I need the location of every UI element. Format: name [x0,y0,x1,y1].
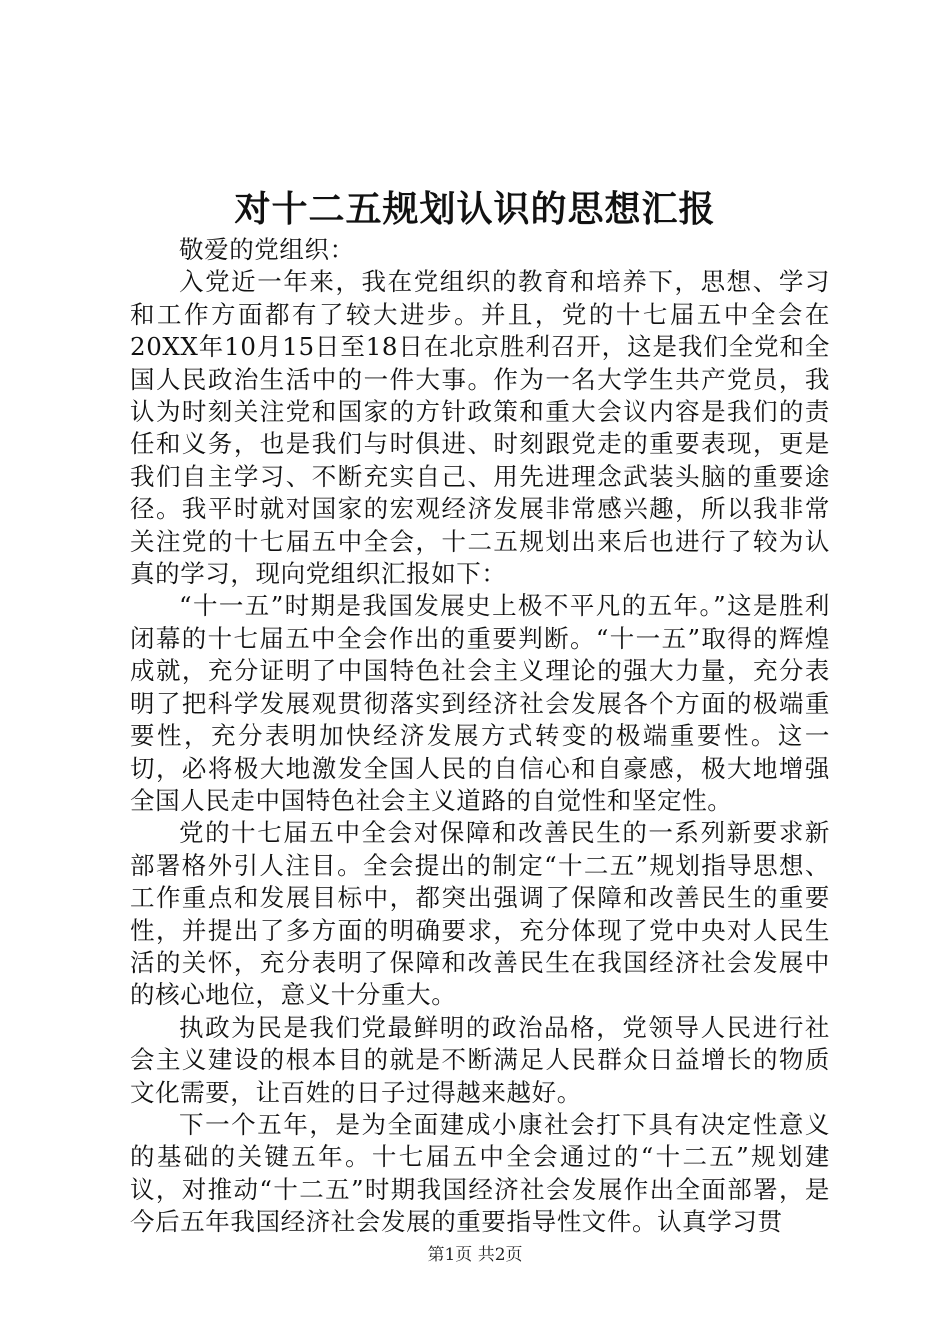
salutation-paragraph: 敬爱的党组织： [179,235,355,264]
body-paragraph: 执政为民是我们党最鲜明的政治品格，党领导人民进行社会主义建设的根本目的就是不断满足人民群众日益增长的物质文化需要，让百姓的日子过得越来越好。 [130,1012,830,1107]
body-paragraph: “十一五”时期是我国发展史上极不平凡的五年。”这是胜利闭幕的十七届五中全会作出的重要判断。“十一五”取得的辉煌成就，充分证明了中国特色社会主义理论的强大力量，充分表明了把科学发展观贯彻落实到经济社会发展各个方面的极端重要性，充分表明加快经济发展方式转变的极端重要性。这一切，必将极大地激发全国人民的自信心和自豪感，极大地增强全国人民走中国特色社会主义道路的自觉性和坚定性。 [130,591,830,815]
document-title: 对十二五规划认识的思想汇报 [234,188,716,230]
document-body [130,234,830,1239]
body-paragraph: 入党近一年来，我在党组织的教育和培养下，思想、学习和工作方面都有了较大进步。并且，党的十七届五中全会在20XX年10月15日至18日在北京胜利召开，这是我们全党和全国人民政治生活中的一件大事。作为一名大学生共产党员，我认为时刻关注党和国家的方针政策和重大会议内容是我们的责任和义务，也是我们与时俱进、时刻跟党走的重要表现，更是我们自主学习、不断充实自己、用先进理念武装头脑的重要途径。我平时就对国家的宏观经济发展非常感兴趣，所以我非常关注党的十七届五中全会，十二五规划出来后也进行了较为认真的学习，现向党组织汇报如下： [130,267,830,589]
page-number-footer: 第1页 共2页 [427,1245,523,1265]
body-paragraph: 党的十七届五中全会对保障和改善民生的一系列新要求新部署格外引人注目。全会提出的制定“十二五”规划指导思想、工作重点和发展目标中，都突出强调了保障和改善民生的重要性，并提出了多方面的明确要求，充分体现了党中央对人民生活的关怀，充分表明了保障和改善民生在我国经济社会发展中的核心地位，意义十分重大。 [130,818,830,1010]
body-paragraph: 下一个五年，是为全面建成小康社会打下具有决定性意义的基础的关键五年。十七届五中全会通过的“十二五”规划建议，对推动“十二五”时期我国经济社会发展作出全面部署，是今后五年我国经济社会发展的重要指导性文件。认真学习贯 [130,1109,830,1237]
